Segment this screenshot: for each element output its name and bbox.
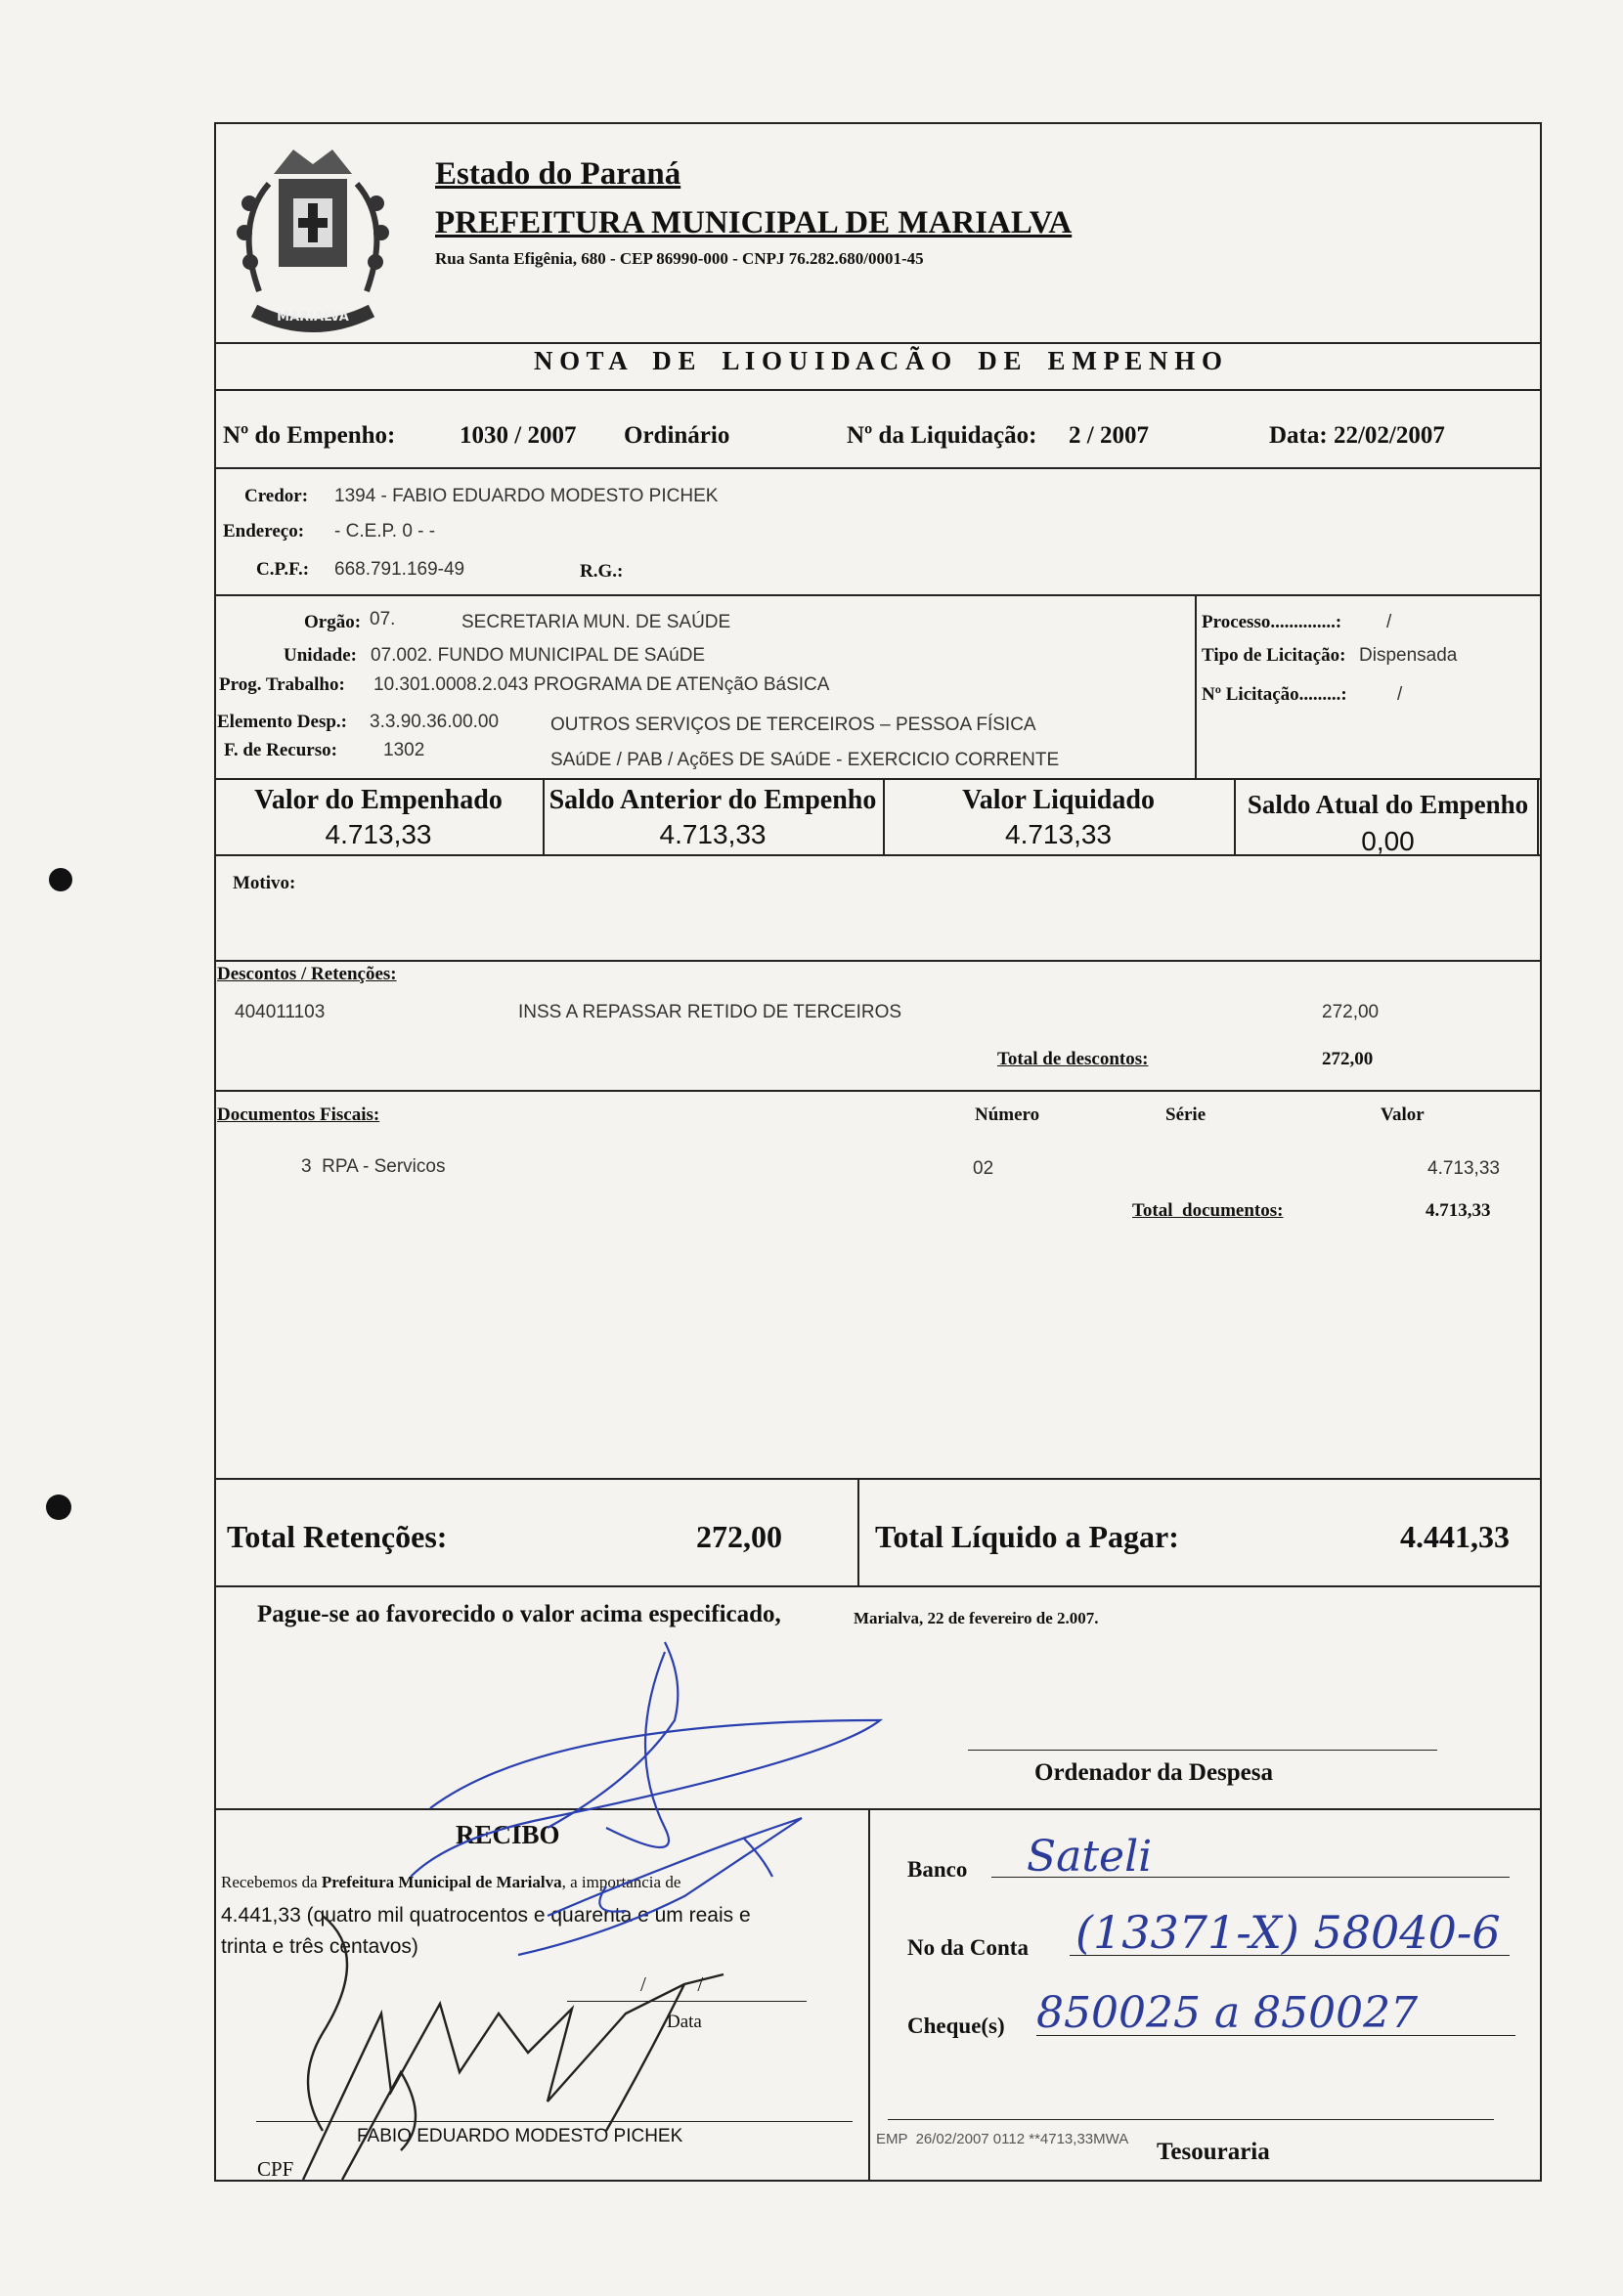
unidade-value: 07.002. FUNDO MUNICIPAL DE SAúDE	[371, 645, 706, 666]
conta-label: No da Conta	[907, 1935, 1029, 1960]
orgao-code: 07.	[370, 609, 396, 629]
saldo-atual-header: Saldo Atual do Empenho	[1247, 790, 1529, 819]
unidade-label: Unidade:	[284, 645, 357, 666]
pague-se-text: Pague-se ao favorecido o valor acima especificado,	[257, 1601, 781, 1627]
saldo-anterior-value: 4.713,33	[659, 819, 767, 849]
empenho-number: 1030 / 2007	[460, 422, 577, 449]
elemento-label: Elemento Desp.:	[217, 712, 347, 732]
total-descontos-value: 272,00	[1322, 1049, 1374, 1069]
empenho-date: Data: 22/02/2007	[1269, 422, 1445, 449]
conta-handwritten: (13371-X) 58040-6	[1075, 1906, 1501, 1959]
recurso-label: F. de Recurso:	[224, 740, 337, 760]
valor-liquidado-header: Valor Liquidado	[962, 785, 1155, 815]
prog-trabalho-value: 10.301.0008.2.043 PROGRAMA DE ATENçãO BáSICA	[373, 674, 830, 695]
desconto-value: 272,00	[1322, 1002, 1380, 1022]
rg-label: R.G.:	[580, 561, 624, 582]
orgao-label: Orgão:	[304, 612, 362, 632]
endereco-value: - C.E.P. 0 - -	[334, 521, 436, 542]
recibo-line-1-pre: Recebemos da	[221, 1873, 318, 1891]
banco-label: Banco	[907, 1857, 968, 1882]
total-liquido-value: 4.441,33	[1400, 1519, 1510, 1554]
valor-liquidado-value: 4.713,33	[1005, 819, 1112, 849]
recibo-cpf-label: CPF	[257, 2157, 294, 2181]
recibo-line-1-post: , a importancia de	[561, 1873, 681, 1891]
orgao-name: SECRETARIA MUN. DE SAÚDE	[461, 612, 731, 632]
prog-trabalho-label: Prog. Trabalho:	[219, 674, 345, 695]
tesouraria-label: Tesouraria	[1157, 2139, 1270, 2165]
cheque-handwritten: 850025 a 850027	[1036, 1988, 1419, 2038]
saldo-anterior-header: Saldo Anterior do Empenho	[548, 785, 877, 815]
tipo-licitacao-value: Dispensada	[1359, 645, 1458, 666]
svg-text:MARIALVA: MARIALVA	[277, 310, 349, 325]
saldo-atual-value: 0,00	[1361, 826, 1415, 856]
empenho-type: Ordinário	[624, 422, 730, 449]
motivo-label: Motivo:	[233, 873, 296, 893]
liquidacao-label: Nº da Liquidação:	[847, 422, 1037, 449]
total-descontos-label: Total de descontos:	[997, 1049, 1149, 1069]
numero-licitacao-value: /	[1397, 684, 1403, 705]
recibo-line-1-bold: Prefeitura Municipal de Marialva	[321, 1873, 562, 1891]
prefecture-name: PREFEITURA MUNICIPAL DE MARIALVA	[435, 205, 1073, 240]
endereco-label: Endereço:	[223, 521, 305, 542]
recibo-line-3: trinta e três centavos)	[221, 1935, 418, 1958]
cpf-label: C.P.F.:	[256, 559, 310, 580]
tipo-licitacao-label: Tipo de Licitação:	[1202, 645, 1346, 666]
state-name: Estado do Paraná	[435, 156, 681, 192]
valor-empenhado-value: 4.713,33	[325, 819, 432, 849]
credor-value: 1394 - FABIO EDUARDO MODESTO PICHEK	[334, 486, 719, 506]
document-title: N O T A D E L I O U I D A C Ã O D E E M P E N H O	[533, 346, 1223, 375]
total-liquido-label: Total Líquido a Pagar:	[875, 1519, 1179, 1554]
numero-licitacao-label: Nº Licitação.........:	[1202, 684, 1347, 705]
ordenador-label: Ordenador da Despesa	[1034, 1759, 1274, 1786]
documento-item: 3 RPA - Servicos	[301, 1156, 446, 1177]
processo-label: Processo..............:	[1202, 612, 1342, 632]
pague-se-place-date: Marialva, 22 de fevereiro de 2.007.	[854, 1609, 1099, 1627]
elemento-code: 3.3.90.36.00.00	[370, 712, 500, 732]
valor-empenhado-header: Valor do Empenhado	[254, 785, 503, 815]
total-retencoes-label: Total Retenções:	[227, 1519, 448, 1554]
total-documentos-value: 4.713,33	[1426, 1200, 1491, 1221]
credor-label: Credor:	[244, 486, 309, 506]
recurso-code: 1302	[383, 740, 425, 760]
total-retencoes-value: 272,00	[696, 1519, 782, 1554]
banco-handwritten: Sateli	[1027, 1832, 1153, 1882]
recurso-name: SAúDE / PAB / AçõES DE SAúDE - EXERCICIO CORRENTE	[550, 750, 1060, 770]
total-documentos-label: Total documentos:	[1132, 1200, 1284, 1221]
recibo-title: RECIBO	[456, 1820, 560, 1849]
documento-numero: 02	[973, 1158, 994, 1179]
recibo-date-label: Data	[667, 2012, 702, 2032]
documentos-label: Documentos Fiscais:	[217, 1105, 380, 1125]
col-numero-header: Número	[975, 1105, 1040, 1125]
recibo-signer-name: FABIO EDUARDO MODESTO PICHEK	[357, 2126, 683, 2146]
col-serie-header: Série	[1165, 1105, 1206, 1125]
recibo-date-slashes: / /	[640, 1972, 704, 1996]
documento-valor: 4.713,33	[1427, 1158, 1500, 1179]
prefecture-address: Rua Santa Efigênia, 680 - CEP 86990-000 - CNPJ 76.282.680/0001-45	[435, 249, 924, 268]
liquidacao-number: 2 / 2007	[1069, 422, 1149, 449]
elemento-name: OUTROS SERVIÇOS DE TERCEIROS – PESSOA FÍSICA	[550, 715, 1036, 735]
cpf-value: 668.791.169-49	[334, 559, 465, 580]
empenho-label: Nº do Empenho:	[223, 422, 396, 449]
desconto-description: INSS A REPASSAR RETIDO DE TERCEIROS	[518, 1002, 902, 1022]
recibo-line-2: 4.441,33 (quatro mil quatrocentos e quarenta e um reais e	[221, 1904, 751, 1927]
desconto-code: 404011103	[235, 1002, 326, 1022]
col-valor-header: Valor	[1381, 1105, 1425, 1125]
descontos-label: Descontos / Retenções:	[217, 964, 397, 984]
autenticacao-stamp: EMP 26/02/2007 0112 **4713,33MWA	[876, 2131, 1129, 2147]
processo-value: /	[1386, 612, 1392, 632]
cheque-label: Cheque(s)	[907, 2014, 1005, 2038]
